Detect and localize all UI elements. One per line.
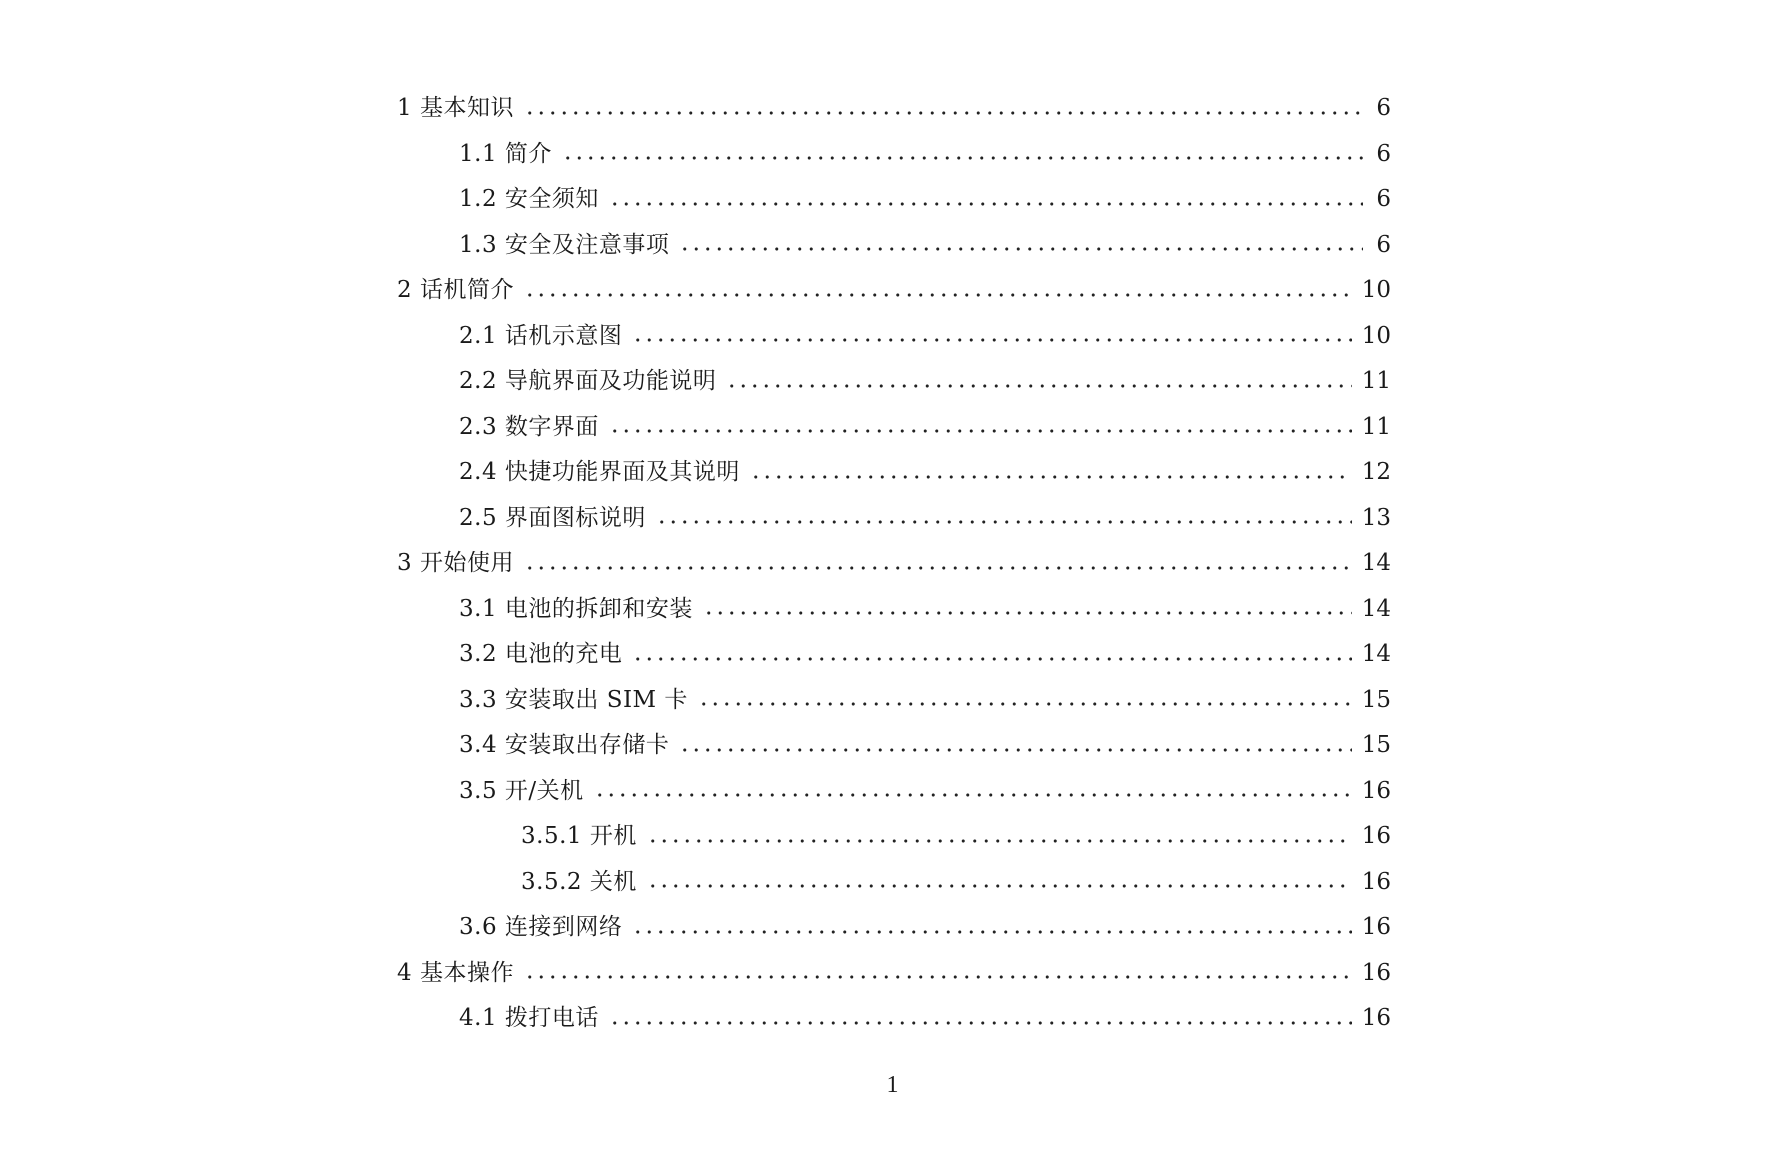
toc-entry[interactable] [397, 450, 1391, 496]
page-number: 1 [886, 1072, 899, 1098]
toc-entry[interactable] [397, 905, 1391, 951]
toc-entry-title: 2.1 话机示意图 [459, 322, 623, 349]
toc-entry[interactable] [397, 814, 1391, 860]
toc-entry[interactable] [397, 132, 1391, 178]
toc-dot-leader [656, 520, 1352, 524]
toc-entry-page: 16 [1361, 868, 1391, 895]
toc-dot-leader [609, 202, 1363, 206]
toc-entry-title: 3.3 安装取出 SIM 卡 [459, 686, 688, 713]
toc-entry[interactable] [397, 223, 1391, 269]
toc-dot-leader [632, 657, 1351, 661]
toc-entry-page: 11 [1361, 368, 1391, 394]
toc-dot-leader [750, 475, 1352, 479]
toc-entry[interactable] [397, 723, 1391, 769]
toc-entry[interactable] [397, 177, 1391, 223]
toc-entry-page: 14 [1361, 550, 1391, 576]
toc-entry-page: 15 [1361, 732, 1391, 758]
toc-dot-leader [679, 748, 1351, 752]
toc-entry[interactable] [397, 359, 1391, 405]
toc-dot-leader [632, 338, 1351, 342]
toc-entry[interactable] [397, 632, 1391, 678]
toc-dot-leader [726, 384, 1351, 388]
toc-entry-page: 6 [1376, 231, 1391, 258]
toc-dot-leader [609, 1021, 1352, 1025]
table-of-contents [397, 86, 1391, 1042]
toc-entry[interactable] [397, 769, 1391, 815]
toc-dot-leader [524, 566, 1352, 570]
toc-entry-page: 10 [1361, 322, 1391, 349]
toc-entry-title: 1.2 安全须知 [459, 186, 599, 212]
toc-dot-leader [647, 839, 1352, 843]
toc-dot-leader [524, 293, 1352, 297]
toc-entry-page: 16 [1361, 1005, 1391, 1031]
toc-entry-page: 14 [1361, 595, 1391, 622]
toc-entry-title: 2.3 数字界面 [459, 413, 599, 440]
toc-dot-leader [703, 611, 1352, 615]
toc-entry-title: 3.1 电池的拆卸和安装 [459, 595, 693, 622]
toc-entry-title: 3.5 开/关机 [459, 777, 584, 804]
toc-entry-title: 1.1 简介 [459, 140, 552, 167]
toc-dot-leader [524, 111, 1363, 115]
toc-entry-page: 16 [1361, 823, 1391, 849]
toc-entry-page: 12 [1361, 459, 1391, 485]
toc-entry-title: 4 基本操作 [397, 959, 514, 986]
toc-entry[interactable] [397, 860, 1391, 906]
toc-dot-leader [647, 884, 1352, 888]
toc-dot-leader [632, 930, 1351, 934]
toc-entry[interactable] [397, 496, 1391, 542]
toc-entry-page: 6 [1376, 140, 1391, 167]
toc-dot-leader [679, 247, 1363, 251]
toc-entry[interactable] [397, 314, 1391, 360]
toc-entry-title: 2.4 快捷功能界面及其说明 [459, 459, 740, 485]
toc-dot-leader [594, 793, 1352, 797]
toc-entry-title: 2 话机简介 [397, 277, 514, 303]
toc-dot-leader [524, 975, 1352, 979]
toc-entry[interactable] [397, 405, 1391, 451]
toc-entry-page: 16 [1361, 959, 1391, 986]
toc-entry[interactable] [397, 86, 1391, 132]
toc-entry-page: 16 [1361, 777, 1391, 804]
toc-entry-title: 2.2 导航界面及功能说明 [459, 368, 717, 394]
toc-dot-leader [698, 702, 1352, 706]
toc-entry-title: 3.5.1 开机 [521, 823, 637, 849]
toc-entry[interactable] [397, 951, 1391, 997]
toc-entry-title: 3.6 连接到网络 [459, 914, 623, 940]
toc-dot-leader [562, 156, 1363, 160]
toc-entry[interactable] [397, 678, 1391, 724]
toc-entry-page: 6 [1376, 95, 1391, 121]
toc-entry-title: 3.5.2 关机 [521, 868, 637, 895]
toc-entry-title: 1.3 安全及注意事项 [459, 231, 670, 258]
toc-entry-page: 6 [1376, 186, 1391, 212]
toc-entry-page: 11 [1361, 413, 1391, 440]
toc-entry[interactable] [397, 996, 1391, 1042]
toc-entry-page: 13 [1361, 504, 1391, 531]
toc-entry-title: 3 开始使用 [397, 550, 514, 576]
toc-dot-leader [609, 429, 1352, 433]
toc-entry-page: 15 [1361, 686, 1391, 713]
toc-entry[interactable] [397, 587, 1391, 633]
toc-entry[interactable] [397, 268, 1391, 314]
toc-entry-title: 2.5 界面图标说明 [459, 504, 646, 531]
toc-entry-page: 14 [1361, 641, 1391, 667]
toc-entry[interactable] [397, 541, 1391, 587]
toc-entry-page: 10 [1361, 277, 1391, 303]
toc-entry-title: 1 基本知识 [397, 95, 514, 121]
toc-entry-page: 16 [1361, 914, 1391, 940]
toc-entry-title: 4.1 拨打电话 [459, 1005, 599, 1031]
toc-entry-title: 3.4 安装取出存储卡 [459, 732, 670, 758]
toc-entry-title: 3.2 电池的充电 [459, 641, 623, 667]
